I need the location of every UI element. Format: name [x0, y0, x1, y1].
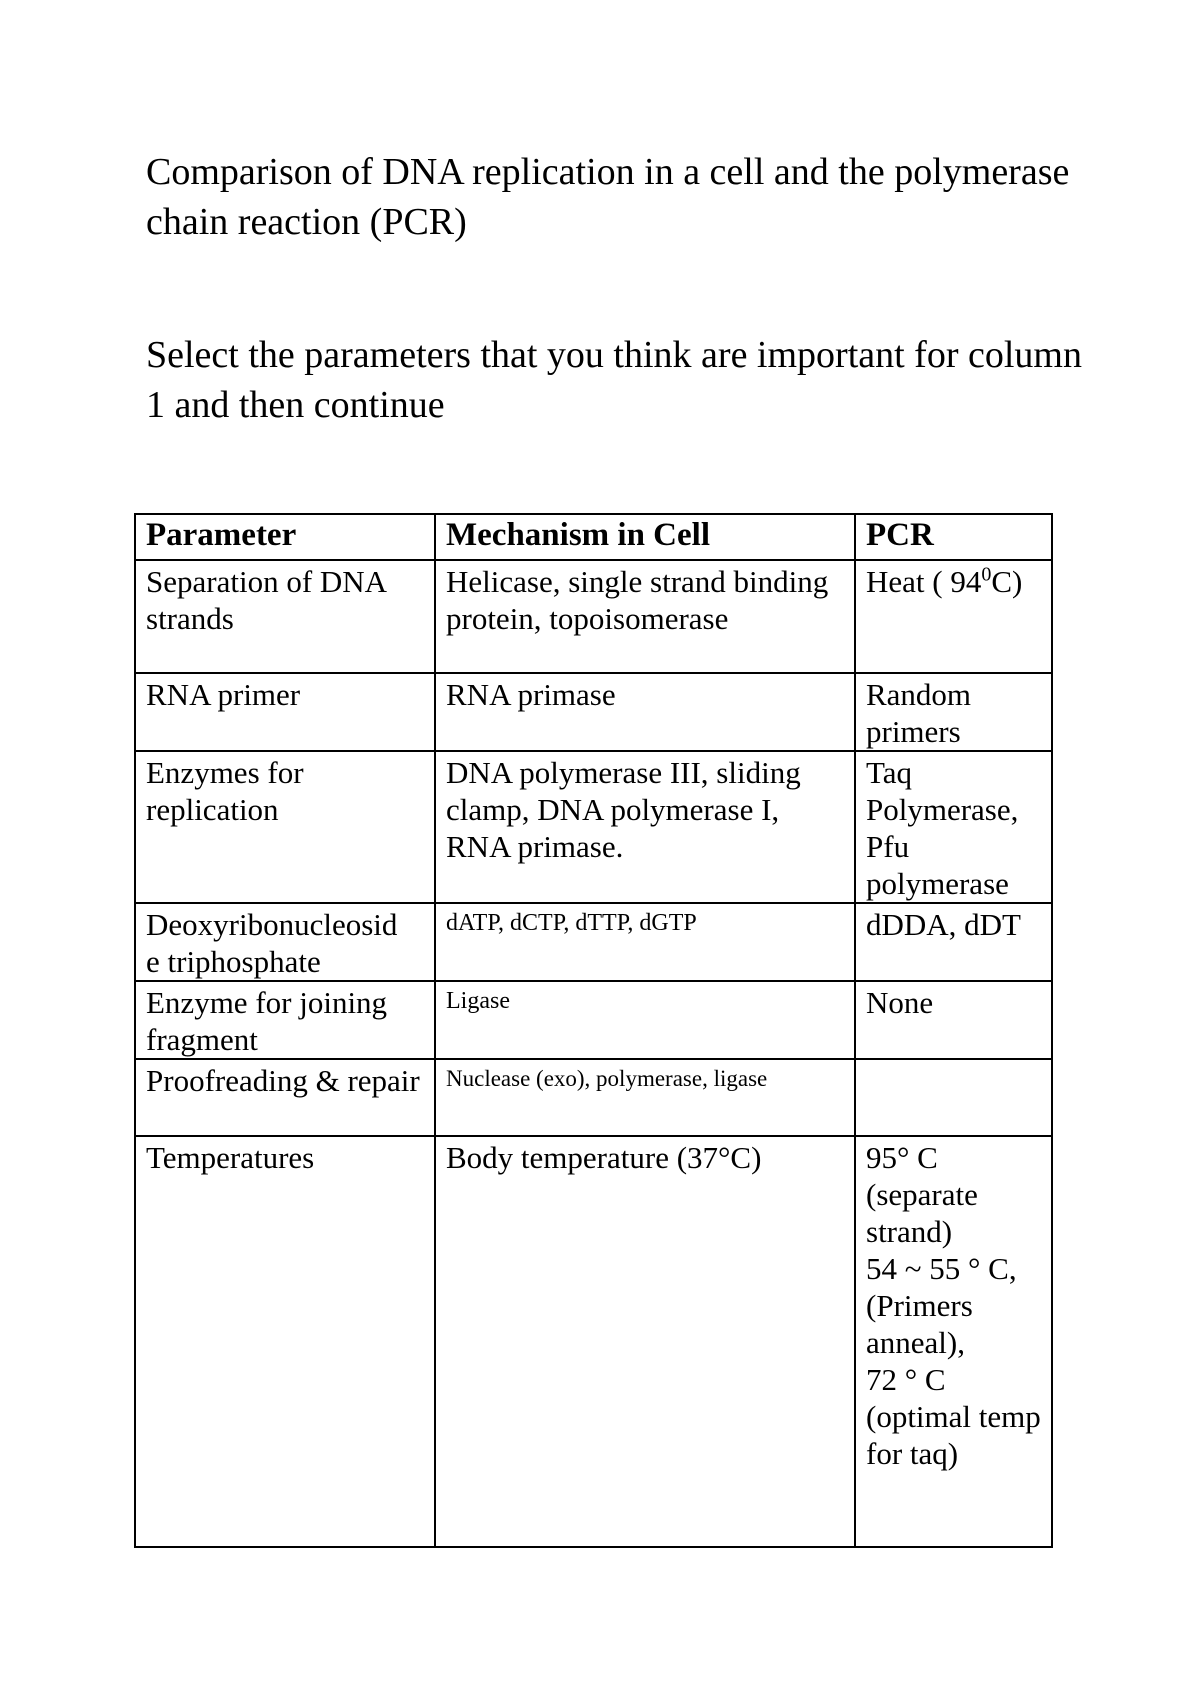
mechanism-cell — [435, 981, 855, 1059]
parameter-cell — [135, 1059, 435, 1136]
table-row — [135, 560, 1052, 673]
mechanism-text: Body temperature (37°C) — [446, 1140, 762, 1175]
pcr-cell — [855, 1136, 1052, 1547]
pcr-cell — [855, 1059, 1052, 1136]
instruction-text: Select the parameters that you think are important for column 1 and then continue — [146, 334, 1082, 426]
parameter-text: Enzymes for replication — [146, 755, 304, 827]
parameter-text: Separation of DNA strands — [146, 564, 386, 636]
parameter-cell — [135, 981, 435, 1059]
table-row — [135, 1136, 1052, 1547]
mechanism-cell — [435, 751, 855, 903]
header-parameter: Parameter — [135, 514, 435, 560]
table-row — [135, 673, 1052, 751]
parameter-cell — [135, 560, 435, 673]
pcr-cell — [855, 560, 1052, 673]
pcr-text: Taq Polymerase, Pfu polymerase — [866, 755, 1019, 901]
mechanism-text: dATP, dCTP, dTTP, dGTP — [446, 910, 697, 936]
document-title: Comparison of DNA replication in a cell and the polymerase chain reaction (PCR) — [146, 151, 1070, 243]
mechanism-cell — [435, 673, 855, 751]
mechanism-text: Helicase, single strand binding protein, topoisomerase — [446, 564, 829, 636]
pcr-cell — [855, 751, 1052, 903]
parameter-text: Temperatures — [146, 1140, 315, 1175]
table-row — [135, 903, 1052, 981]
parameter-text: Enzyme for joining fragment — [146, 985, 388, 1057]
mechanism-cell — [435, 560, 855, 673]
mechanism-text: Nuclease (exo), polymerase, ligase — [446, 1066, 768, 1091]
parameter-text: RNA primer — [146, 677, 301, 712]
mechanism-text: Ligase — [446, 988, 510, 1014]
pcr-text: Random primers — [866, 677, 972, 749]
table-row — [135, 751, 1052, 903]
comparison-table — [134, 513, 1053, 1548]
table-header-row — [135, 514, 1052, 560]
pcr-text: 95° C (separate strand) 54 ~ 55 ° C, (Primers anneal), 72 ° C (optimal temp for taq) — [866, 1140, 1041, 1471]
pcr-text: None — [866, 985, 934, 1020]
mechanism-text: RNA primase — [446, 677, 616, 712]
mechanism-cell — [435, 1059, 855, 1136]
parameter-cell — [135, 751, 435, 903]
parameter-cell — [135, 903, 435, 981]
parameter-text: Proofreading & repair — [146, 1063, 420, 1098]
parameter-text: Deoxyribonucleosid e triphosphate — [146, 907, 398, 979]
parameter-cell — [135, 673, 435, 751]
mechanism-cell — [435, 903, 855, 981]
table-row — [135, 981, 1052, 1059]
mechanism-text: DNA polymerase III, sliding clamp, DNA polymerase I, RNA primase. — [446, 755, 801, 864]
pcr-superscript: 0 — [981, 563, 992, 586]
pcr-cell — [855, 673, 1052, 751]
pcr-text: Heat ( 94 — [866, 564, 982, 599]
pcr-cell — [855, 903, 1052, 981]
table-row — [135, 1059, 1052, 1136]
pcr-text: dDDA, dDT — [866, 907, 1021, 942]
parameter-cell — [135, 1136, 435, 1547]
mechanism-cell — [435, 1136, 855, 1547]
pcr-cell — [855, 981, 1052, 1059]
header-pcr: PCR — [855, 514, 1052, 560]
header-mechanism: Mechanism in Cell — [435, 514, 855, 560]
pcr-text-suffix: C) — [991, 564, 1023, 599]
